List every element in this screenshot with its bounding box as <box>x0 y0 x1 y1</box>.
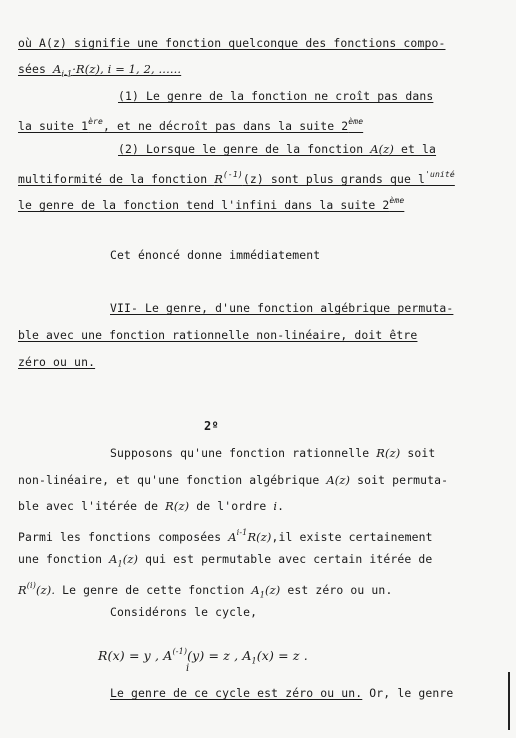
line-3: (1) Le genre de la fonction ne croît pas dans <box>118 89 434 103</box>
line-6: multiformité de la fonction $R^{(-1)}(z)$ sont plus grands que $l^{'unité}$ <box>18 170 455 186</box>
line-11: zéro ou un. <box>18 355 96 369</box>
formula-cycle: R(x) = y , $A^{(-1)}(y) = z$ , $A_1(x) = z$ . <box>98 647 308 666</box>
line-9: VII- Le genre, d'une fonction algébrique permuta- <box>110 301 454 315</box>
line-8: Cet énoncé donne immédiatement <box>110 248 321 262</box>
line-14: ble avec l'itérée de R(z) de l'ordre i. <box>18 499 285 513</box>
line-1: où A(z) signifie une fonction quelconque des fonctions compo- <box>18 36 446 50</box>
line-4: la suite 1ère, et ne décroît pas dans la suite 2ème <box>18 117 364 133</box>
line-17: $R^{(i)}(z)$. Le genre de cette fonction $A_1(z)$ est zéro ou un. <box>18 581 393 600</box>
line-10: ble avec une fonction rationnelle non-linéaire, doit être <box>18 328 418 342</box>
section-number: 2º <box>204 419 219 433</box>
line-13: non-linéaire, et qu'une fonction algébrique A(z) soit permuta- <box>18 473 449 487</box>
margin-mark <box>508 672 510 730</box>
line-15: Parmi les fonctions composées $A^{i-1}R(z),il$ existe certainement <box>18 528 433 544</box>
line-7: le genre de la fonction tend l'infini dans la suite 2ème <box>18 196 405 212</box>
line-18: Considérons le cycle, <box>110 605 258 619</box>
line-5: (2) Lorsque le genre de la fonction A(z) et la <box>118 142 437 156</box>
line-12: Supposons qu'une fonction rationnelle R(z) soit <box>110 446 436 460</box>
formula-subscript: i <box>186 663 190 674</box>
line-20: Le genre de ce cycle est zéro ou un. Or, le genre <box>110 686 454 700</box>
line-2: sées $A_{i-1}\cdot R(z)$, i = 1, 2, ...... <box>18 62 182 79</box>
line-16: une fonction $A_1(z)$ qui est permutable avec certain itérée de <box>18 552 433 569</box>
